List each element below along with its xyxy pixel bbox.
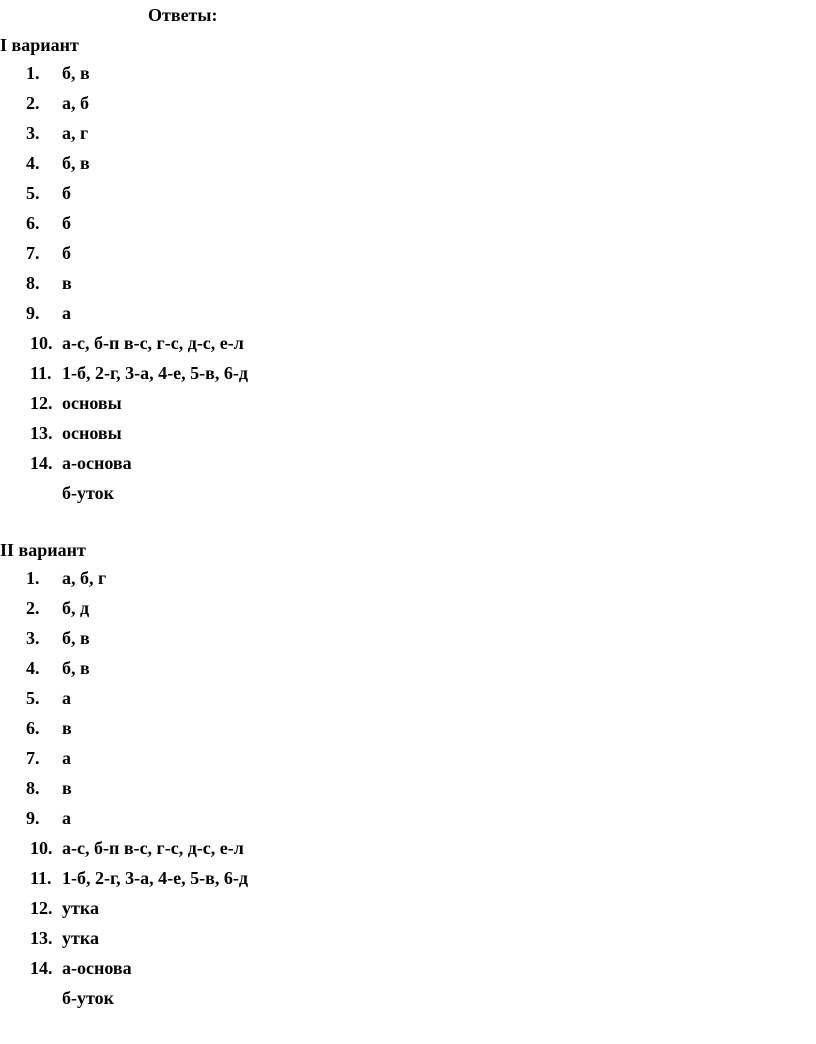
answer-value: 1-б, 2-г, 3-а, 4-е, 5-в, 6-д	[62, 363, 248, 383]
answer-number: 12.	[30, 393, 53, 413]
answer-number: 5.	[26, 688, 40, 708]
answer-number: 14.	[30, 453, 53, 473]
answer-value: б	[62, 243, 71, 263]
answer-value: в	[62, 718, 72, 738]
answer-number: 13.	[30, 423, 53, 443]
answer-number: 1.	[26, 63, 40, 83]
answer-number: 2.	[26, 598, 40, 618]
answer-value: утка	[62, 898, 99, 918]
answer-value: а	[62, 808, 71, 828]
answer-number: 11.	[30, 868, 52, 888]
answer-number: 8.	[26, 273, 40, 293]
answer-number: 10.	[30, 333, 53, 353]
answer-continuation: б-уток	[62, 483, 114, 503]
variant-section-2	[0, 538, 700, 1008]
answer-number: 13.	[30, 928, 53, 948]
answer-value: а, б, г	[62, 568, 107, 588]
answer-number: 9.	[26, 808, 40, 828]
answer-value: основы	[62, 423, 122, 443]
answer-number: 8.	[26, 778, 40, 798]
answer-value: а	[62, 748, 71, 768]
answer-number: 14.	[30, 958, 53, 978]
answer-value: а-с, б-п в-с, г-с, д-с, е-л	[62, 838, 244, 858]
variant-heading: I вариант	[0, 35, 79, 55]
answer-value: б, в	[62, 153, 90, 173]
answer-number: 2.	[26, 93, 40, 113]
answer-number: 9.	[26, 303, 40, 323]
answer-value: утка	[62, 928, 99, 948]
answer-value: основы	[62, 393, 122, 413]
answer-number: 3.	[26, 628, 40, 648]
answer-number: 11.	[30, 363, 52, 383]
page-title: Ответы:	[148, 5, 218, 25]
answer-number: 10.	[30, 838, 53, 858]
answer-value: а	[62, 688, 71, 708]
answer-value: б, в	[62, 628, 90, 648]
answer-value: а-основа	[62, 958, 132, 978]
answer-number: 6.	[26, 718, 40, 738]
answer-value: в	[62, 273, 72, 293]
answer-value: а	[62, 303, 71, 323]
answer-number: 7.	[26, 748, 40, 768]
answer-number: 6.	[26, 213, 40, 233]
answer-continuation: б-уток	[62, 988, 114, 1008]
answer-value: б	[62, 213, 71, 233]
answer-value: б	[62, 183, 71, 203]
answer-value: в	[62, 778, 72, 798]
answer-number: 3.	[26, 123, 40, 143]
answer-value: а-с, б-п в-с, г-с, д-с, е-л	[62, 333, 244, 353]
answer-number: 4.	[26, 658, 40, 678]
answer-value: б, д	[62, 598, 90, 618]
variant-heading: II вариант	[0, 540, 86, 560]
answer-number: 12.	[30, 898, 53, 918]
answer-number: 5.	[26, 183, 40, 203]
variant-section-1	[0, 33, 700, 503]
answer-number: 1.	[26, 568, 40, 588]
answer-number: 4.	[26, 153, 40, 173]
answer-value: а-основа	[62, 453, 132, 473]
answer-value: б, в	[62, 63, 90, 83]
answer-number: 7.	[26, 243, 40, 263]
answer-value: 1-б, 2-г, 3-а, 4-е, 5-в, 6-д	[62, 868, 248, 888]
answer-value: а, б	[62, 93, 89, 113]
answer-value: а, г	[62, 123, 89, 143]
answer-value: б, в	[62, 658, 90, 678]
